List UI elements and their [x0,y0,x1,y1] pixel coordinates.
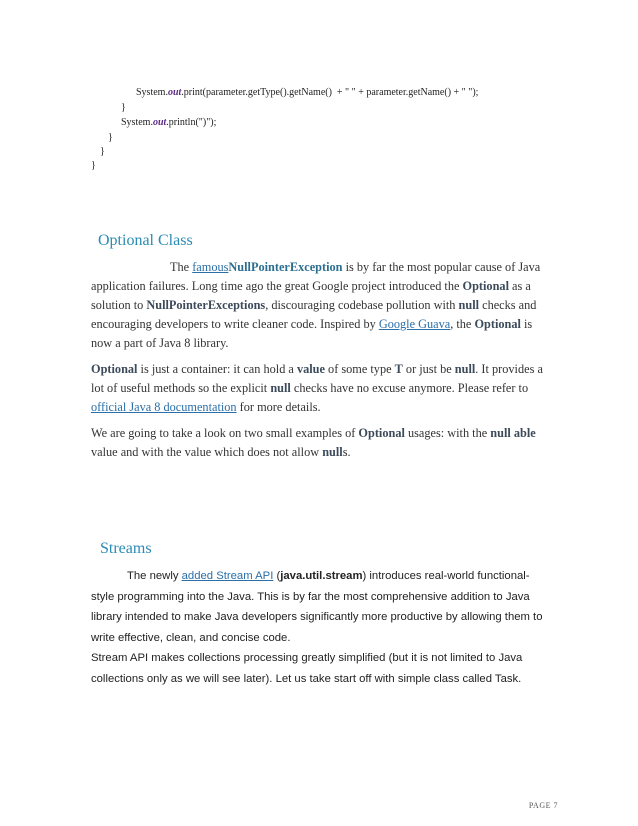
streams-section-body [91,566,551,689]
paragraph: We are going to take a look on two small examples of Optional usages: with the null able value and with the value which does not allow nulls. [91,426,536,459]
section-heading-optional: Optional Class [98,232,193,249]
paragraph: Optional is just a container: it can hold a value of some type T or just be null. It provides a lot of useful methods so the explicit null checks have no excuse anymore. Please refer to official Java 8 documentation for more details. [91,362,543,414]
code-line-close-brace: } [108,132,113,143]
google-guava-link[interactable]: Google Guava [378,317,451,331]
code-line-print: System.out.print(parameter.getType().getName() + " " + parameter.getName() + " "); [136,87,479,98]
code-line-println: System.out.println(")"); [121,117,217,128]
famous-link[interactable]: famous [192,260,229,274]
stream-api-link[interactable]: added Stream API [181,570,274,582]
java8-docs-link[interactable]: official Java 8 documentation [91,400,237,414]
code-line-close-brace: } [91,160,96,171]
optional-section-body [91,258,551,469]
code-line-close-brace: } [100,146,105,157]
page-number: PAGE 7 [528,801,558,810]
code-line-close-brace: } [121,102,126,113]
paragraph: The newly added Stream API (java.util.stream) introduces real-world functional-style programming into the Java. This is by far the most comprehensive addition to Java library intended to make Java developers significantly more productive by allowing them to write effective, clean, and concise code. [91,570,543,644]
section-heading-streams: Streams [100,540,152,557]
paragraph: The famousNullPointerException is by far the most popular cause of Java application failures. Long time ago the great Google project introduced the Optional as a solution to NullPointerExceptions, discouraging codebase pollution with null checks and encouraging developers to write cleaner code. Inspired by Google Guava, the Optional is now a part of Java 8 library. [91,260,541,350]
paragraph: Stream API makes collections processing greatly simplified (but it is not limited to Java collections only as we will see later). Let us take start off with simple class called Task. [91,652,523,685]
